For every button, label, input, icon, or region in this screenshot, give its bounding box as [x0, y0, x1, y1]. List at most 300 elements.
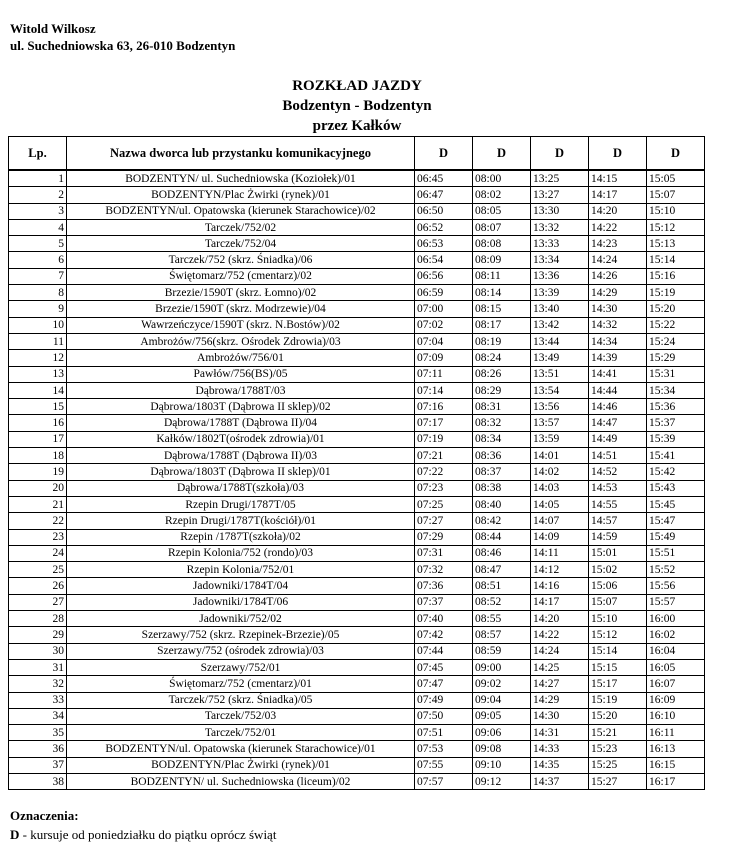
departure-time: 14:35 — [531, 757, 589, 773]
departure-time: 14:29 — [531, 692, 589, 708]
row-number: 36 — [9, 741, 67, 757]
header-course-5: D — [647, 137, 705, 171]
table-row — [9, 708, 705, 724]
timetable-body — [9, 170, 705, 790]
table-row — [9, 203, 705, 219]
departure-time: 14:29 — [589, 285, 647, 301]
departure-time: 07:19 — [415, 431, 473, 447]
departure-time: 16:04 — [647, 643, 705, 659]
departure-time: 08:36 — [473, 448, 531, 464]
stop-name: Pawłów/756(BS)/05 — [67, 366, 415, 382]
stop-name: Brzezie/1590T (skrz. Łomno)/02 — [67, 285, 415, 301]
departure-time: 15:07 — [589, 594, 647, 610]
table-row — [9, 480, 705, 496]
departure-time: 08:08 — [473, 236, 531, 252]
table-row — [9, 382, 705, 398]
departure-time: 07:42 — [415, 627, 473, 643]
stop-name: Tarczek/752 (skrz. Śniadka)/06 — [67, 252, 415, 268]
departure-time: 14:46 — [589, 399, 647, 415]
departure-time: 16:00 — [647, 611, 705, 627]
row-number: 29 — [9, 627, 67, 643]
departure-time: 13:30 — [531, 203, 589, 219]
table-row — [9, 757, 705, 773]
row-number: 7 — [9, 268, 67, 284]
stop-name: Wawrzeńczyce/1590T (skrz. N.Bostów)/02 — [67, 317, 415, 333]
departure-time: 15:23 — [589, 741, 647, 757]
departure-time: 08:15 — [473, 301, 531, 317]
row-number: 5 — [9, 236, 67, 252]
row-number: 8 — [9, 285, 67, 301]
departure-time: 07:40 — [415, 611, 473, 627]
departure-time: 07:17 — [415, 415, 473, 431]
departure-time: 15:12 — [589, 627, 647, 643]
row-number: 22 — [9, 513, 67, 529]
stop-name: Ambrożów/756/01 — [67, 350, 415, 366]
departure-time: 07:21 — [415, 448, 473, 464]
table-row — [9, 529, 705, 545]
departure-time: 08:29 — [473, 382, 531, 398]
departure-time: 15:22 — [647, 317, 705, 333]
table-row — [9, 285, 705, 301]
departure-time: 09:06 — [473, 725, 531, 741]
departure-time: 14:23 — [589, 236, 647, 252]
departure-time: 14:20 — [589, 203, 647, 219]
departure-time: 15:57 — [647, 594, 705, 610]
departure-time: 15:07 — [647, 187, 705, 203]
table-row — [9, 431, 705, 447]
row-number: 23 — [9, 529, 67, 545]
departure-time: 09:05 — [473, 708, 531, 724]
departure-time: 14:47 — [589, 415, 647, 431]
stop-name: BODZENTYN/ul. Opatowska (kierunek Starachowice)/01 — [67, 741, 415, 757]
table-row — [9, 415, 705, 431]
stop-name: Rzepin Kolonia/752 (rondo)/03 — [67, 545, 415, 561]
departure-time: 15:21 — [589, 725, 647, 741]
departure-time: 14:52 — [589, 464, 647, 480]
departure-time: 14:17 — [589, 187, 647, 203]
departure-time: 15:02 — [589, 562, 647, 578]
row-number: 15 — [9, 399, 67, 415]
stop-name: Jadowniki/1784T/06 — [67, 594, 415, 610]
departure-time: 14:39 — [589, 350, 647, 366]
table-row — [9, 301, 705, 317]
stop-name: Świętomarz/752 (cmentarz)/02 — [67, 268, 415, 284]
departure-time: 07:50 — [415, 708, 473, 724]
departure-time: 15:14 — [589, 643, 647, 659]
departure-time: 08:19 — [473, 333, 531, 349]
departure-time: 15:39 — [647, 431, 705, 447]
table-row — [9, 578, 705, 594]
departure-time: 08:09 — [473, 252, 531, 268]
departure-time: 08:00 — [473, 170, 531, 187]
departure-time: 15:01 — [589, 545, 647, 561]
row-number: 4 — [9, 219, 67, 235]
departure-time: 06:59 — [415, 285, 473, 301]
departure-time: 16:02 — [647, 627, 705, 643]
stop-name: Szerzawy/752/01 — [67, 659, 415, 675]
stop-name: Tarczek/752/01 — [67, 725, 415, 741]
operator-name: Witold Wilkosz — [10, 21, 96, 36]
header-lp: Lp. — [9, 137, 67, 171]
table-row — [9, 350, 705, 366]
table-row — [9, 741, 705, 757]
table-row — [9, 496, 705, 512]
legend-description: - kursuje od poniedziałku do piątku oprócz świąt — [19, 827, 277, 842]
stop-name: Jadowniki/1784T/04 — [67, 578, 415, 594]
stop-name: Tarczek/752/02 — [67, 219, 415, 235]
departure-time: 07:51 — [415, 725, 473, 741]
departure-time: 16:09 — [647, 692, 705, 708]
timetable-title: ROZKŁAD JAZDY — [292, 78, 422, 94]
row-number: 14 — [9, 382, 67, 398]
departure-time: 14:15 — [589, 170, 647, 187]
departure-time: 14:25 — [531, 659, 589, 675]
departure-time: 06:54 — [415, 252, 473, 268]
departure-time: 16:05 — [647, 659, 705, 675]
departure-time: 08:34 — [473, 431, 531, 447]
departure-time: 07:11 — [415, 366, 473, 382]
departure-time: 13:40 — [531, 301, 589, 317]
departure-time: 07:27 — [415, 513, 473, 529]
stop-name: Ambrożów/756(skrz. Ośrodek Zdrowia)/03 — [67, 333, 415, 349]
row-number: 13 — [9, 366, 67, 382]
stop-name: Dąbrowa/1788T(szkoła)/03 — [67, 480, 415, 496]
row-number: 19 — [9, 464, 67, 480]
departure-time: 13:59 — [531, 431, 589, 447]
departure-time: 14:57 — [589, 513, 647, 529]
stop-name: Dąbrowa/1788T (Dąbrowa II)/03 — [67, 448, 415, 464]
table-row — [9, 219, 705, 235]
departure-time: 15:56 — [647, 578, 705, 594]
row-number: 28 — [9, 611, 67, 627]
operator-address: ul. Suchedniowska 63, 26-010 Bodzentyn — [10, 38, 236, 53]
departure-time: 15:47 — [647, 513, 705, 529]
stop-name: Dąbrowa/1788T/03 — [67, 382, 415, 398]
departure-time: 09:04 — [473, 692, 531, 708]
header-course-1: D — [415, 137, 473, 171]
table-row — [9, 399, 705, 415]
stop-name: Kałków/1802T(ośrodek zdrowia)/01 — [67, 431, 415, 447]
stop-name: Świętomarz/752 (cmentarz)/01 — [67, 676, 415, 692]
table-row — [9, 187, 705, 203]
departure-time: 08:07 — [473, 219, 531, 235]
row-number: 25 — [9, 562, 67, 578]
departure-time: 14:53 — [589, 480, 647, 496]
departure-time: 07:29 — [415, 529, 473, 545]
row-number: 1 — [9, 170, 67, 187]
table-row — [9, 659, 705, 675]
legend — [10, 806, 276, 844]
departure-time: 15:41 — [647, 448, 705, 464]
header-course-2: D — [473, 137, 531, 171]
departure-time: 15:27 — [589, 773, 647, 789]
departure-time: 13:32 — [531, 219, 589, 235]
departure-time: 15:15 — [589, 659, 647, 675]
stop-name: BODZENTYN/ ul. Suchedniowska (liceum)/02 — [67, 773, 415, 789]
departure-time: 14:09 — [531, 529, 589, 545]
table-row — [9, 594, 705, 610]
row-number: 9 — [9, 301, 67, 317]
table-row — [9, 252, 705, 268]
departure-time: 13:44 — [531, 333, 589, 349]
departure-time: 07:22 — [415, 464, 473, 480]
departure-time: 15:42 — [647, 464, 705, 480]
departure-time: 07:49 — [415, 692, 473, 708]
row-number: 33 — [9, 692, 67, 708]
stop-name: Brzezie/1590T (skrz. Modrzewie)/04 — [67, 301, 415, 317]
departure-time: 15:49 — [647, 529, 705, 545]
departure-time: 15:20 — [589, 708, 647, 724]
departure-time: 15:19 — [589, 692, 647, 708]
departure-time: 14:01 — [531, 448, 589, 464]
departure-time: 15:17 — [589, 676, 647, 692]
table-row — [9, 170, 705, 187]
departure-time: 07:14 — [415, 382, 473, 398]
legend-code: D — [10, 827, 20, 842]
departure-time: 15:34 — [647, 382, 705, 398]
departure-time: 15:14 — [647, 252, 705, 268]
stop-name: Tarczek/752/03 — [67, 708, 415, 724]
departure-time: 07:45 — [415, 659, 473, 675]
row-number: 26 — [9, 578, 67, 594]
departure-time: 07:00 — [415, 301, 473, 317]
departure-time: 14:22 — [531, 627, 589, 643]
departure-time: 08:17 — [473, 317, 531, 333]
departure-time: 15:29 — [647, 350, 705, 366]
departure-time: 06:47 — [415, 187, 473, 203]
table-row — [9, 513, 705, 529]
departure-time: 16:13 — [647, 741, 705, 757]
departure-time: 07:23 — [415, 480, 473, 496]
departure-time: 08:42 — [473, 513, 531, 529]
departure-time: 08:31 — [473, 399, 531, 415]
row-number: 35 — [9, 725, 67, 741]
departure-time: 14:05 — [531, 496, 589, 512]
table-row — [9, 448, 705, 464]
departure-time: 08:51 — [473, 578, 531, 594]
row-number: 37 — [9, 757, 67, 773]
legend-title: Oznaczenia: — [10, 808, 79, 823]
departure-time: 08:11 — [473, 268, 531, 284]
departure-time: 08:32 — [473, 415, 531, 431]
departure-time: 13:39 — [531, 285, 589, 301]
departure-time: 13:25 — [531, 170, 589, 187]
departure-time: 07:32 — [415, 562, 473, 578]
row-number: 10 — [9, 317, 67, 333]
departure-time: 07:31 — [415, 545, 473, 561]
row-number: 34 — [9, 708, 67, 724]
departure-time: 15:12 — [647, 219, 705, 235]
departure-time: 08:47 — [473, 562, 531, 578]
operator-header — [10, 20, 235, 54]
departure-time: 14:32 — [589, 317, 647, 333]
departure-time: 14:24 — [531, 643, 589, 659]
header-course-3: D — [531, 137, 589, 171]
departure-time: 07:09 — [415, 350, 473, 366]
departure-time: 15:31 — [647, 366, 705, 382]
table-row — [9, 627, 705, 643]
departure-time: 14:49 — [589, 431, 647, 447]
departure-time: 08:38 — [473, 480, 531, 496]
departure-time: 14:17 — [531, 594, 589, 610]
departure-time: 14:12 — [531, 562, 589, 578]
departure-time: 14:24 — [589, 252, 647, 268]
departure-time: 07:37 — [415, 594, 473, 610]
departure-time: 14:22 — [589, 219, 647, 235]
departure-time: 08:59 — [473, 643, 531, 659]
departure-time: 15:10 — [647, 203, 705, 219]
departure-time: 08:02 — [473, 187, 531, 203]
departure-time: 13:54 — [531, 382, 589, 398]
timetable-title-block — [0, 76, 714, 136]
departure-time: 08:55 — [473, 611, 531, 627]
departure-time: 06:52 — [415, 219, 473, 235]
table-row — [9, 545, 705, 561]
departure-time: 16:11 — [647, 725, 705, 741]
row-number: 32 — [9, 676, 67, 692]
departure-time: 14:34 — [589, 333, 647, 349]
departure-time: 08:46 — [473, 545, 531, 561]
departure-time: 14:02 — [531, 464, 589, 480]
departure-time: 15:13 — [647, 236, 705, 252]
departure-time: 09:10 — [473, 757, 531, 773]
table-row — [9, 676, 705, 692]
departure-time: 14:37 — [531, 773, 589, 789]
departure-time: 15:16 — [647, 268, 705, 284]
row-number: 38 — [9, 773, 67, 789]
stop-name: Szerzawy/752 (skrz. Rzepinek-Brzezie)/05 — [67, 627, 415, 643]
departure-time: 06:50 — [415, 203, 473, 219]
departure-time: 14:55 — [589, 496, 647, 512]
departure-time: 13:36 — [531, 268, 589, 284]
departure-time: 15:10 — [589, 611, 647, 627]
departure-time: 15:43 — [647, 480, 705, 496]
departure-time: 08:26 — [473, 366, 531, 382]
departure-time: 08:57 — [473, 627, 531, 643]
row-number: 16 — [9, 415, 67, 431]
departure-time: 13:34 — [531, 252, 589, 268]
departure-time: 08:37 — [473, 464, 531, 480]
departure-time: 14:33 — [531, 741, 589, 757]
departure-time: 08:44 — [473, 529, 531, 545]
route-via: przez Kałków — [312, 118, 402, 134]
departure-time: 09:02 — [473, 676, 531, 692]
departure-time: 06:56 — [415, 268, 473, 284]
stop-name: Tarczek/752/04 — [67, 236, 415, 252]
departure-time: 07:55 — [415, 757, 473, 773]
row-number: 3 — [9, 203, 67, 219]
row-number: 27 — [9, 594, 67, 610]
row-number: 30 — [9, 643, 67, 659]
departure-time: 15:52 — [647, 562, 705, 578]
header-course-4: D — [589, 137, 647, 171]
departure-time: 16:07 — [647, 676, 705, 692]
departure-time: 14:31 — [531, 725, 589, 741]
table-row — [9, 692, 705, 708]
departure-time: 07:16 — [415, 399, 473, 415]
departure-time: 14:03 — [531, 480, 589, 496]
stop-name: BODZENTYN/ul. Opatowska (kierunek Starachowice)/02 — [67, 203, 415, 219]
table-row — [9, 611, 705, 627]
table-row — [9, 317, 705, 333]
header-row — [9, 137, 705, 171]
departure-time: 16:17 — [647, 773, 705, 789]
stop-name: BODZENTYN/Plac Żwirki (rynek)/01 — [67, 757, 415, 773]
stop-name: Jadowniki/752/02 — [67, 611, 415, 627]
departure-time: 15:06 — [589, 578, 647, 594]
departure-time: 16:15 — [647, 757, 705, 773]
departure-time: 16:10 — [647, 708, 705, 724]
table-row — [9, 268, 705, 284]
departure-time: 07:44 — [415, 643, 473, 659]
departure-time: 15:20 — [647, 301, 705, 317]
departure-time: 14:07 — [531, 513, 589, 529]
departure-time: 07:53 — [415, 741, 473, 757]
departure-time: 13:49 — [531, 350, 589, 366]
stop-name: Dąbrowa/1803T (Dąbrowa II sklep)/02 — [67, 399, 415, 415]
departure-time: 08:14 — [473, 285, 531, 301]
departure-time: 08:52 — [473, 594, 531, 610]
departure-time: 15:19 — [647, 285, 705, 301]
departure-time: 15:37 — [647, 415, 705, 431]
row-number: 31 — [9, 659, 67, 675]
departure-time: 13:51 — [531, 366, 589, 382]
departure-time: 15:05 — [647, 170, 705, 187]
departure-time: 14:51 — [589, 448, 647, 464]
stop-name: Rzepin Drugi/1787T/05 — [67, 496, 415, 512]
departure-time: 14:20 — [531, 611, 589, 627]
table-row — [9, 366, 705, 382]
stop-name: Dąbrowa/1788T (Dąbrowa II)/04 — [67, 415, 415, 431]
departure-time: 14:59 — [589, 529, 647, 545]
departure-time: 15:51 — [647, 545, 705, 561]
departure-time: 14:26 — [589, 268, 647, 284]
table-row — [9, 643, 705, 659]
stop-name: Rzepin /1787T(szkoła)/02 — [67, 529, 415, 545]
departure-time: 15:36 — [647, 399, 705, 415]
departure-time: 13:57 — [531, 415, 589, 431]
departure-time: 13:27 — [531, 187, 589, 203]
stop-name: BODZENTYN/Plac Żwirki (rynek)/01 — [67, 187, 415, 203]
row-number: 21 — [9, 496, 67, 512]
table-row — [9, 236, 705, 252]
row-number: 24 — [9, 545, 67, 561]
row-number: 2 — [9, 187, 67, 203]
table-row — [9, 773, 705, 789]
table-row — [9, 725, 705, 741]
departure-time: 14:44 — [589, 382, 647, 398]
departure-time: 15:25 — [589, 757, 647, 773]
stop-name: Tarczek/752 (skrz. Śniadka)/05 — [67, 692, 415, 708]
departure-time: 09:00 — [473, 659, 531, 675]
departure-time: 14:30 — [531, 708, 589, 724]
departure-time: 06:53 — [415, 236, 473, 252]
departure-time: 13:56 — [531, 399, 589, 415]
departure-time: 13:42 — [531, 317, 589, 333]
route-name: Bodzentyn - Bodzentyn — [282, 98, 432, 114]
table-row — [9, 333, 705, 349]
departure-time: 07:25 — [415, 496, 473, 512]
departure-time: 08:40 — [473, 496, 531, 512]
stop-name: Szerzawy/752 (ośrodek zdrowia)/03 — [67, 643, 415, 659]
row-number: 20 — [9, 480, 67, 496]
departure-time: 14:27 — [531, 676, 589, 692]
table-row — [9, 464, 705, 480]
stop-name: BODZENTYN/ ul. Suchedniowska (Koziołek)/01 — [67, 170, 415, 187]
stop-name: Rzepin Kolonia/752/01 — [67, 562, 415, 578]
departure-time: 09:08 — [473, 741, 531, 757]
departure-time: 09:12 — [473, 773, 531, 789]
